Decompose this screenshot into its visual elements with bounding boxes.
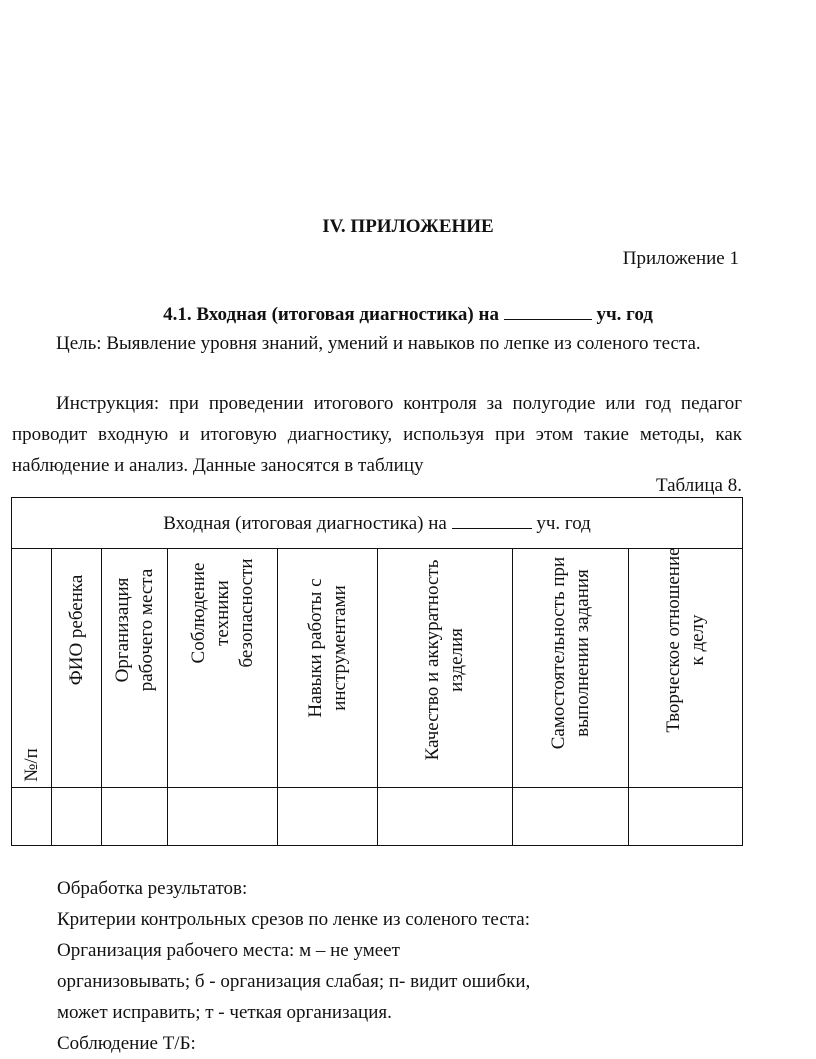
goal-paragraph (12, 328, 742, 359)
column-header-tools (278, 549, 378, 788)
table-cell[interactable] (52, 788, 102, 846)
subtitle (0, 303, 816, 326)
table-cell[interactable] (102, 788, 168, 846)
table-label: Таблица 8. (655, 475, 742, 496)
column-safety-label: Соблюдение техники безопасности (187, 558, 257, 668)
subtitle-suffix: уч. год (596, 304, 653, 325)
table-row (12, 788, 743, 846)
table-cell[interactable] (513, 788, 629, 846)
table-cell[interactable] (378, 788, 513, 846)
column-creativity-label: Творческое отношение к делу (662, 547, 708, 733)
table-cell[interactable] (168, 788, 278, 846)
column-header-workplace (102, 549, 168, 788)
column-header-safety (168, 549, 278, 788)
appendix-label: Приложение 1 (622, 248, 739, 269)
goal-text: Цель: Выявление уровня знаний, умений и навыков по лепке из соленого теста. (56, 333, 701, 354)
instruction-text: Инструкция: при проведении итогового контроля за полугодие или год педагог проводит входную и итоговую диагностику, используя при этом такие методы, как наблюдение и анализ. Данные заносятся в таблицу (12, 393, 742, 476)
table-cell[interactable] (12, 788, 52, 846)
column-header-number (12, 549, 52, 788)
results-line: может исправить; т - четкая организация. (57, 1002, 392, 1023)
table-cell[interactable] (629, 788, 743, 846)
diagnostics-table (11, 497, 743, 846)
column-quality-label: Качество и аккуратность изделия (422, 559, 467, 761)
column-header-creativity (629, 549, 743, 788)
column-number-label: №/п (20, 748, 42, 782)
table-header-suffix: уч. год (536, 512, 591, 534)
results-line: Организация рабочего места: м – не умеет (57, 940, 400, 961)
results-line: Обработка результатов: (57, 878, 248, 899)
instruction-paragraph (12, 388, 742, 481)
section-title: IV. ПРИЛОЖЕНИЕ (322, 216, 494, 237)
column-header-fio (52, 549, 102, 788)
results-line: Соблюдение Т/Б: (57, 1033, 196, 1054)
table-header-prefix: Входная (итоговая диагностика) на (163, 512, 447, 534)
subtitle-blank-line (504, 303, 592, 320)
column-header-row (12, 549, 743, 788)
column-header-independence (513, 549, 629, 788)
column-workplace-label: Организация рабочего места (111, 568, 157, 692)
column-fio-label: ФИО ребенка (65, 574, 87, 686)
column-tools-label: Навыки работы с инструментами (304, 578, 350, 718)
results-section (57, 873, 530, 1059)
table-cell[interactable] (278, 788, 378, 846)
subtitle-prefix: 4.1. Входная (итоговая диагностика) на (163, 304, 499, 325)
table-header (12, 498, 743, 549)
results-line: организовывать; б - организация слабая; п- видит ошибки, (57, 971, 531, 992)
column-independence-label: Самостоятельность при выполнении задания (547, 556, 593, 750)
table-header-blank-line (452, 512, 532, 529)
results-line: Критерии контрольных срезов по ленке из соленого теста: (57, 909, 531, 930)
column-header-quality (378, 549, 513, 788)
